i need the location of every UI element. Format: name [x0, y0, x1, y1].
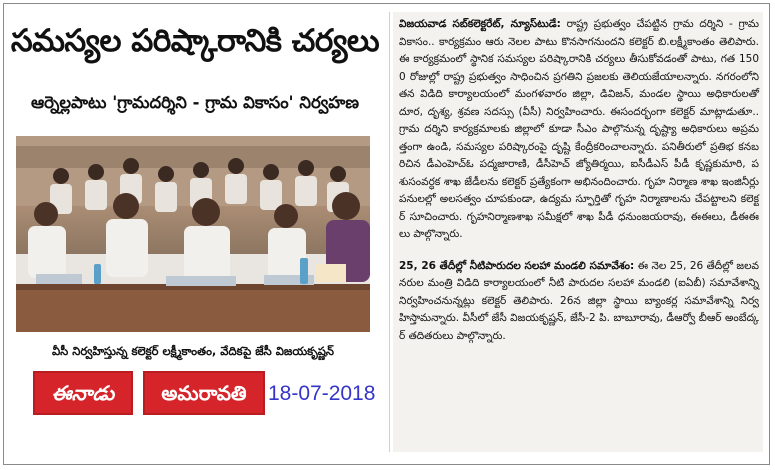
article-body [393, 12, 763, 452]
edition-label: అమరావతి [143, 371, 265, 415]
news-photo [16, 136, 370, 332]
left-column [8, 12, 382, 458]
photo-caption: వీసీ నిర్వహిస్తున్న కలెక్టర్ లక్ష్మీకాంతం, వేదికపై జేసీ విజయకృష్ణన్ [52, 344, 334, 358]
newspaper-logo: ఈనాడు [33, 371, 133, 415]
newspaper-masthead [33, 371, 265, 415]
article-text [399, 16, 759, 345]
paragraph-2-text: ఈ నెల 25, 26 తేదీల్లో జలవనరుల మంత్రి విడిది కార్యాలయంలో నీటి పారుదల సలహా మండలి (ఐఏబీ) సమావేశాన్ని నిర్వహించనున్నట్లు కలెక్టర్ తెలిపారు. 26న జిల్లా స్థాయి బ్యాంకర్ల సమావేశాన్ని నిర్వహిస్తామన్నారు. వీసీలో జేసీ విజయకృష్ణన్, జేసీ-2 పి. బాబూరావు, డీఆర్వో బీఆర్ అంబేద్కర్ తదితరులు పాల్గొన్నారు. [399, 259, 759, 342]
publication-date: 18-07-2018 [268, 382, 376, 405]
dateline: విజయవాడ సబ్‌కలెక్టరేట్, న్యూస్‌టుడే: [399, 18, 561, 30]
subheadline: ఆర్నెల్లపాటు 'గ్రామదర్శిని - గ్రామ వికాసం' నిర్వహణ [31, 93, 359, 112]
headline: సమస్యల పరిష్కారానికి చర్యలు [10, 23, 380, 59]
column-divider [389, 12, 390, 452]
meeting-photo-illustration [16, 136, 370, 332]
paragraph-1 [399, 16, 759, 244]
paragraph-2 [399, 258, 759, 346]
paragraph-1-text: రాష్ట్ర ప్రభుత్వం చేపట్టిన గ్రామ దర్శిని - గ్రామ వికాసం.. కార్యక్రమం ఆరు నెలల పాటు కొనసాగనుందని కలెక్టర్ బి.లక్ష్మీకాంతం తెలిపారు. ఈ కార్యక్రమంలో స్థానిక సమస్యల పరిష్కారానికి చర్యలు తీసుకోవడంతో పాటు, గత 1500 రోజుల్లో రాష్ట్ర ప్రభుత్వం సాధించిన ప్రగతిని ప్రజలకు తెలియజేయాలన్నారు. నగరంలోని తన విడిది కార్యాలయంలో మంగళవారం జిల్లా, డివిజన్, మండల స్థాయి అధికారులతో దూర, దృశ్య, శ్రవణ సదస్సు (వీసీ) నిర్వహించారు. ఈసందర్భంగా కలెక్టర్ మాట్లాడుతూ.. గ్రామ దర్శిని కార్యక్రమాలకు జిల్లాలో కూడా సీఎం పాల్గొనున్న దృష్ట్యా అధికారులు అప్రమత్తంగా ఉండి, సమస్యల పరిష్కారంపై దృష్టి కేంద్రీకరించాలన్నారు. పనితీరులో ప్రతిభ కనబరిచిన డీఎంహెచ్ఓ పద్మజారాణి, డీసీహెచ్ జ్యోతిర్మయి, ఐసీడీఎస్ పీడీ కృష్ణకుమారి, పశుసంవర్ధక శాఖ జేడీలను కలెక్టర్ ప్రత్యేకంగా అభినందించారు. గృహ నిర్మాణ శాఖ ఇంజినీర్లు పనులల్లో అలసత్వం చూపకుండా, ఉద్యమ స్ఫూర్తితో గృహ నిర్మాణాలను చేపట్టాలని కలెక్టర్ సూచించారు. గృహనిర్మాణశాఖ సమీక్షలో శాఖ పీడీ ధనుంజయరావు, ఈఈలు, డీఈఈలు పాల్గొన్నారు. [399, 18, 759, 240]
subheading-2: 25, 26 తేదీల్లో నీటిపారుదల సలహా మండలి సమావేశం: [399, 259, 635, 272]
